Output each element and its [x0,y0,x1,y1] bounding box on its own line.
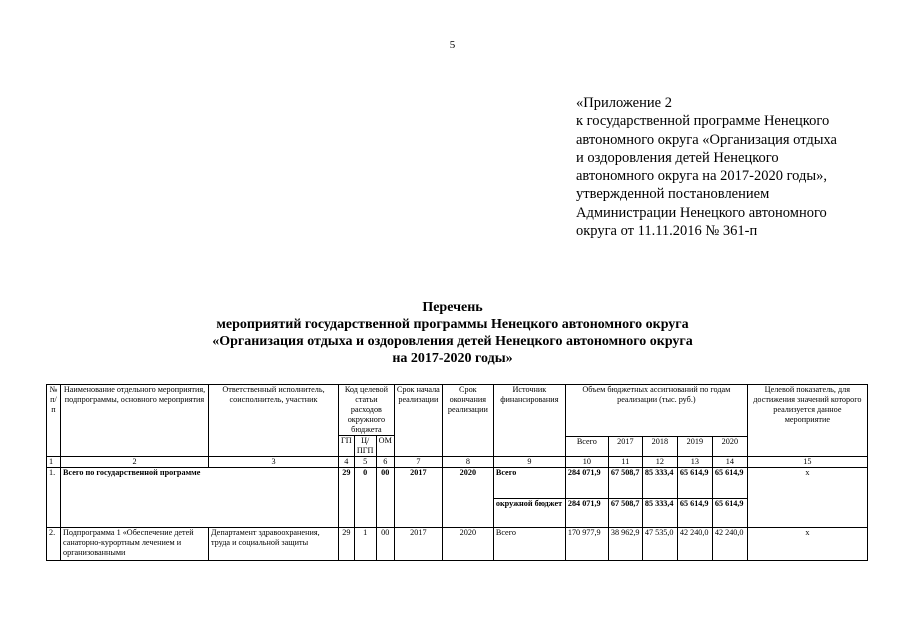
column-number: 6 [376,457,394,468]
activities-table [46,384,868,561]
row-2020: 42 240,0 [712,528,747,561]
appendix-line: утвержденной постановлением [576,186,770,203]
row-om: 00 [376,528,394,561]
column-number: 2 [61,457,209,468]
row-gp: 29 [339,528,355,561]
title-line: «Организация отдыха и оздоровления детей Ненецкого автономного округа [212,334,693,349]
row-2019: 65 614,9 [677,499,712,528]
col-header-total: Всего [565,436,608,457]
column-number: 14 [712,457,747,468]
col-header-executor: Ответственный исполнитель, соисполнитель, участник [209,385,339,457]
header-row [47,385,868,436]
row-2020: 65 614,9 [712,499,747,528]
col-header-2018: 2018 [642,436,677,457]
title-line: на 2017-2020 годы» [392,351,513,366]
col-header-start: Срок начала реализации [394,385,442,457]
page-number: 5 [449,39,456,51]
appendix-line: к государственной программе Ненецкого [576,113,830,130]
row-2018: 85 333,4 [642,499,677,528]
row-source: Всего [493,528,565,561]
column-number: 1 [47,457,61,468]
row-cpgp: 1 [354,528,376,561]
col-header-2017: 2017 [608,436,642,457]
row-cpgp: 0 [354,468,376,528]
appendix-line: и оздоровления детей Ненецкого [576,149,779,166]
row-total: 284 071,9 [565,499,608,528]
row-2017: 38 962,9 [608,528,642,561]
row-end: 2020 [442,468,493,528]
column-number-row [47,457,868,468]
col-header-target: Целевой показатель, для достижения значений которого реализуется данное мероприятие [747,385,867,457]
col-header-volume: Объем бюджетных ассигнований по годам реализации (тыс. руб.) [565,385,747,436]
document-title [0,299,905,367]
row-name: Всего по государственной программе [61,468,339,528]
column-number: 8 [442,457,493,468]
title-line: Перечень [422,300,483,315]
row-num: 2. [47,528,61,561]
col-header-2019: 2019 [677,436,712,457]
col-header-gp: ГП [339,436,355,457]
col-header-end: Срок окончания реализации [442,385,493,457]
row-num: 1. [47,468,61,528]
row-2017: 67 508,7 [608,499,642,528]
appendix-line: автономного округа «Организация отдыха [576,131,837,148]
title-line: мероприятий государственной программы Ненецкого автономного округа [216,317,689,332]
column-number: 3 [209,457,339,468]
row-source: окружной бюджет [493,499,565,528]
row-target: х [747,528,867,561]
column-number: 7 [394,457,442,468]
appendix-line: округа от 11.11.2016 № 361-п [576,223,758,240]
column-number: 10 [565,457,608,468]
row-2018: 85 333,4 [642,468,677,499]
row-2020: 65 614,9 [712,468,747,499]
row-gp: 29 [339,468,355,528]
row-end: 2020 [442,528,493,561]
appendix-line: автономного округа на 2017-2020 годы», [576,168,827,185]
row-2019: 65 614,9 [677,468,712,499]
row-2017: 67 508,7 [608,468,642,499]
row-2019: 42 240,0 [677,528,712,561]
table-row [47,528,868,561]
col-header-om: ОМ [376,436,394,457]
column-number: 11 [608,457,642,468]
row-name: Подпрограмма 1 «Обеспечение детей санаторно-курортным лечением и организованными [61,528,209,561]
row-total: 170 977,9 [565,528,608,561]
table-row [47,468,868,499]
col-header-code: Код целевой статьи расходов окружного бюджета [339,385,395,436]
col-header-source: Источник финансирования [493,385,565,457]
column-number: 4 [339,457,355,468]
row-start: 2017 [394,528,442,561]
row-start: 2017 [394,468,442,528]
row-2018: 47 535,0 [642,528,677,561]
row-total: 284 071,9 [565,468,608,499]
column-number: 12 [642,457,677,468]
row-source: Всего [493,468,565,499]
column-number: 9 [493,457,565,468]
col-header-cpgp: Ц/ПГП [354,436,376,457]
row-executor: Департамент здравоохранения, труда и социальной защиты [209,528,339,561]
row-target: х [747,468,867,528]
column-number: 15 [747,457,867,468]
appendix-line: «Приложение 2 [576,95,672,111]
col-header-name: Наименование отдельного мероприятия, подпрограммы, основного мероприятия [61,385,209,457]
col-header-num: № п/п [47,385,61,457]
column-number: 13 [677,457,712,468]
row-om: 00 [376,468,394,528]
appendix-line: Администрации Ненецкого автономного [576,204,827,221]
col-header-2020: 2020 [712,436,747,457]
appendix-note [576,94,876,240]
column-number: 5 [354,457,376,468]
